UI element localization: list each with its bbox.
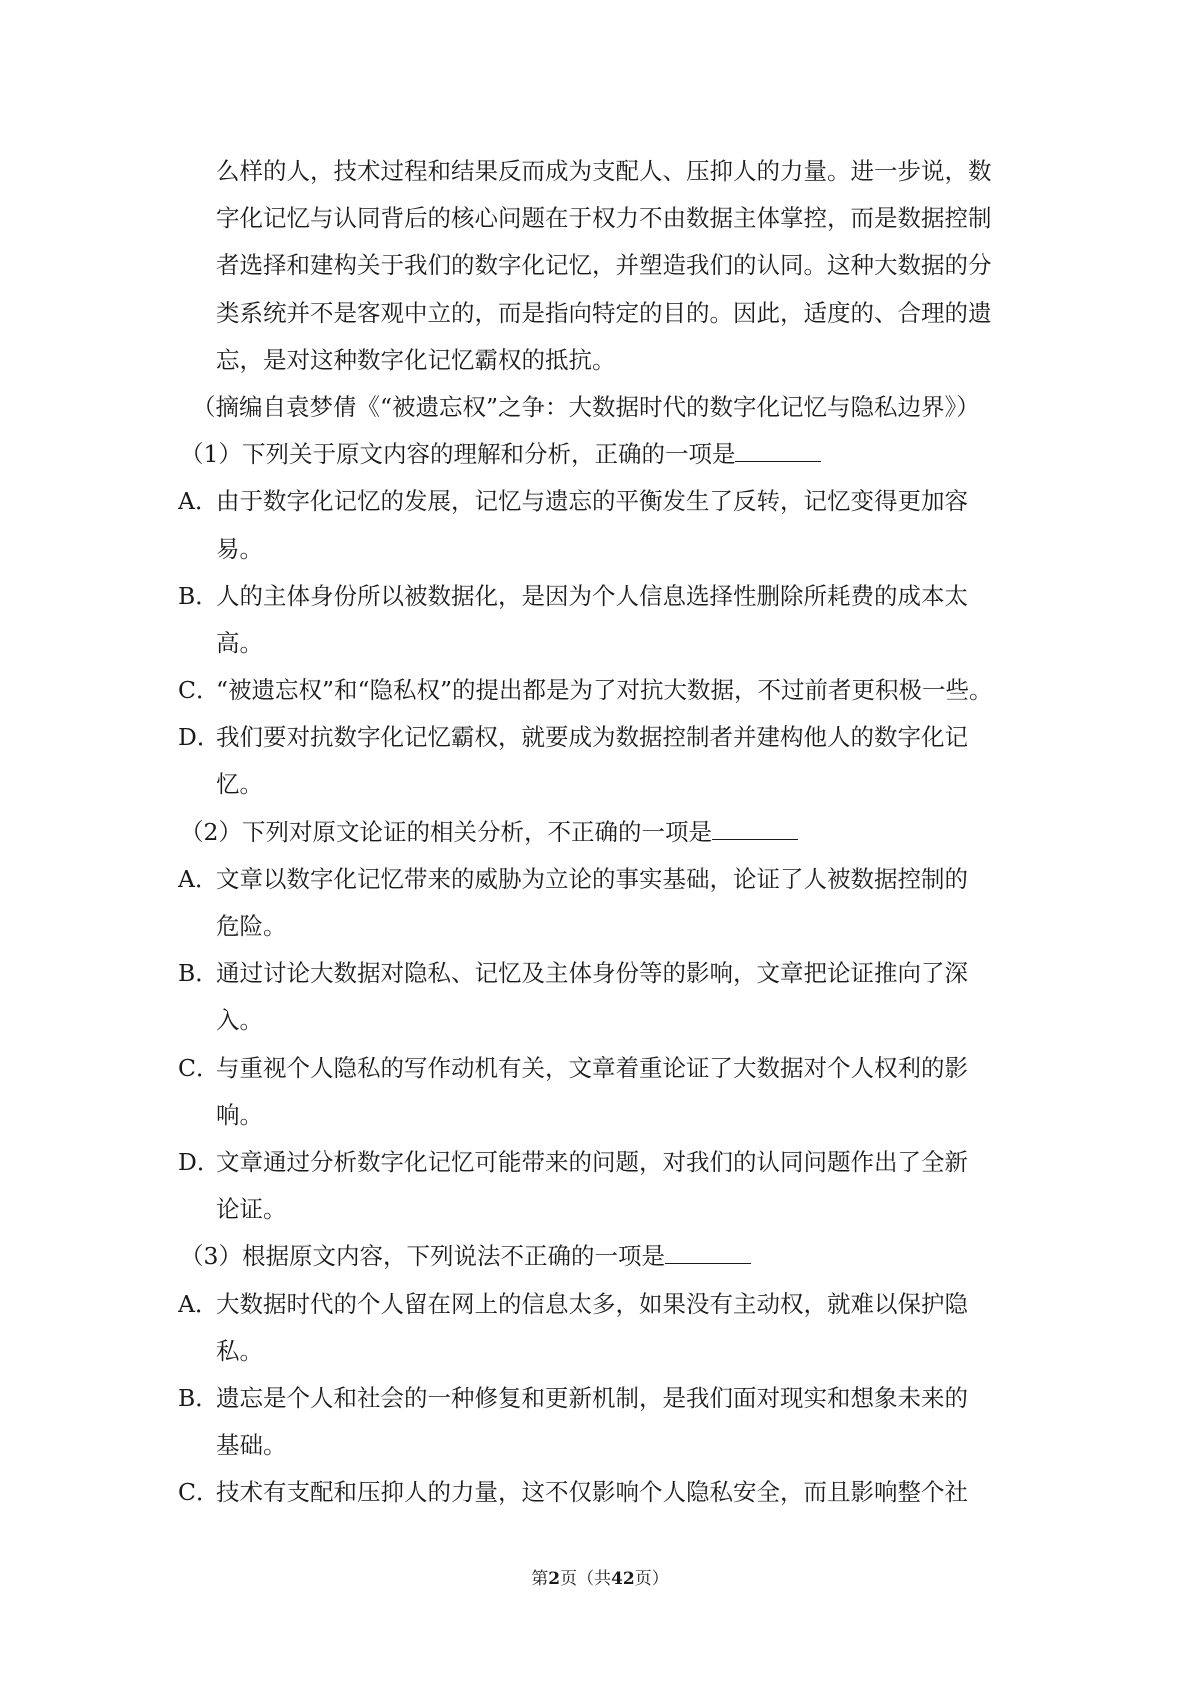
question-stem-text: （1）下列关于原文内容的理解和分析，正确的一项是: [180, 440, 736, 469]
option-label: B．: [178, 1383, 219, 1412]
option-text: “被遗忘权”和“隐私权”的提出都是为了对抗大数据，不过前者更积极一些。: [216, 676, 993, 705]
question-2: [178, 809, 1038, 1234]
option-text: 遗忘是个人和社会的一种修复和更新机制，是我们面对现实和想象未来的: [216, 1383, 968, 1412]
footer-current-page: 2: [548, 1569, 561, 1589]
option-text: 与重视个人隐私的写作动机有关，文章着重论证了大数据对个人权利的影: [216, 1053, 968, 1082]
option-text: 人的主体身份所以被数据化，是因为个人信息选择性删除所耗费的成本太: [216, 581, 968, 610]
question-stem-text: （3）根据原文内容，下列说法不正确的一项是: [180, 1242, 665, 1271]
footer-middle: 页（共: [560, 1569, 612, 1589]
answer-blank: [735, 439, 821, 462]
passage-line: 字化记忆与认同背后的核心问题在于权力不由数据主体掌控，而是数据控制: [216, 204, 992, 233]
option-b: [178, 1375, 1038, 1422]
option-a-continued: 私。: [216, 1336, 263, 1365]
source-citation: （摘编自袁梦倩《“被遗忘权”之争：大数据时代的数字化记忆与隐私边界》）: [192, 392, 980, 421]
option-a: [178, 478, 1038, 525]
option-text: 技术有支配和压抑人的力量，这不仅影响个人隐私安全，而且影响整个社: [216, 1478, 968, 1507]
passage-line: 类系统并不是客观中立的，而是指向特定的目的。因此，适度的、合理的遗: [216, 298, 992, 327]
question-1: [178, 431, 1038, 809]
option-d: [178, 714, 1038, 761]
footer-suffix: 页）: [634, 1569, 669, 1589]
option-c: [178, 667, 1038, 714]
option-d-continued: 忆。: [216, 770, 263, 799]
option-b: [178, 573, 1038, 620]
option-label: A．: [178, 487, 219, 516]
option-a: [178, 1281, 1038, 1328]
passage-line: 么样的人，技术过程和结果反而成为支配人、压抑人的力量。进一步说，数: [216, 157, 992, 185]
option-a-continued: 危险。: [216, 912, 287, 940]
footer-total-pages: 42: [611, 1569, 635, 1589]
option-c: [178, 1045, 1038, 1092]
footer-prefix: 第: [531, 1569, 549, 1589]
option-label: A．: [178, 864, 219, 893]
option-a: [178, 856, 1038, 903]
option-b-continued: 基础。: [216, 1431, 287, 1460]
option-label: D．: [178, 1147, 221, 1176]
option-text: 通过讨论大数据对隐私、记忆及主体身份等的影响，文章把论证推向了深: [216, 959, 968, 988]
option-label: B．: [178, 581, 219, 610]
passage-line: 者选择和建构关于我们的数字化记忆，并塑造我们的认同。这种大数据的分: [216, 251, 992, 280]
option-text: 文章通过分析数字化记忆可能带来的问题，对我们的认同问题作出了全新: [216, 1147, 968, 1176]
option-b-continued: 高。: [216, 628, 263, 657]
passage-line: 忘，是对这种数字化记忆霸权的抵抗。: [216, 345, 616, 374]
answer-blank: [712, 817, 798, 840]
option-label: C．: [178, 1478, 220, 1507]
question-stem: [178, 431, 1038, 478]
question-stem: [178, 809, 1038, 856]
page-content: [178, 148, 1038, 1516]
option-text: 我们要对抗数字化记忆霸权，就要成为数据控制者并建构他人的数字化记: [216, 723, 968, 752]
page-footer: [0, 1567, 1200, 1591]
option-b: [178, 950, 1038, 997]
option-label: B．: [178, 959, 219, 988]
question-stem-text: （2）下列对原文论证的相关分析，不正确的一项是: [180, 817, 712, 846]
option-text: 由于数字化记忆的发展，记忆与遗忘的平衡发生了反转，记忆变得更加容: [216, 487, 968, 516]
option-label: A．: [178, 1289, 219, 1318]
passage: [178, 148, 1038, 384]
option-text: 大数据时代的个人留在网上的信息太多，如果没有主动权，就难以保护隐: [216, 1289, 968, 1318]
option-a-continued: 易。: [216, 534, 263, 563]
option-text: 文章以数字化记忆带来的威胁为立论的事实基础，论证了人被数据控制的: [216, 864, 968, 893]
option-label: C．: [178, 1053, 220, 1082]
option-c: [178, 1469, 1038, 1516]
question-stem: [178, 1233, 1038, 1280]
option-label: D．: [178, 723, 221, 752]
option-c-continued: 响。: [216, 1100, 263, 1129]
question-3: [178, 1233, 1038, 1516]
option-d-continued: 论证。: [216, 1195, 287, 1224]
option-b-continued: 入。: [216, 1006, 263, 1035]
answer-blank: [665, 1241, 751, 1264]
option-label: C．: [178, 676, 220, 705]
option-d: [178, 1139, 1038, 1186]
